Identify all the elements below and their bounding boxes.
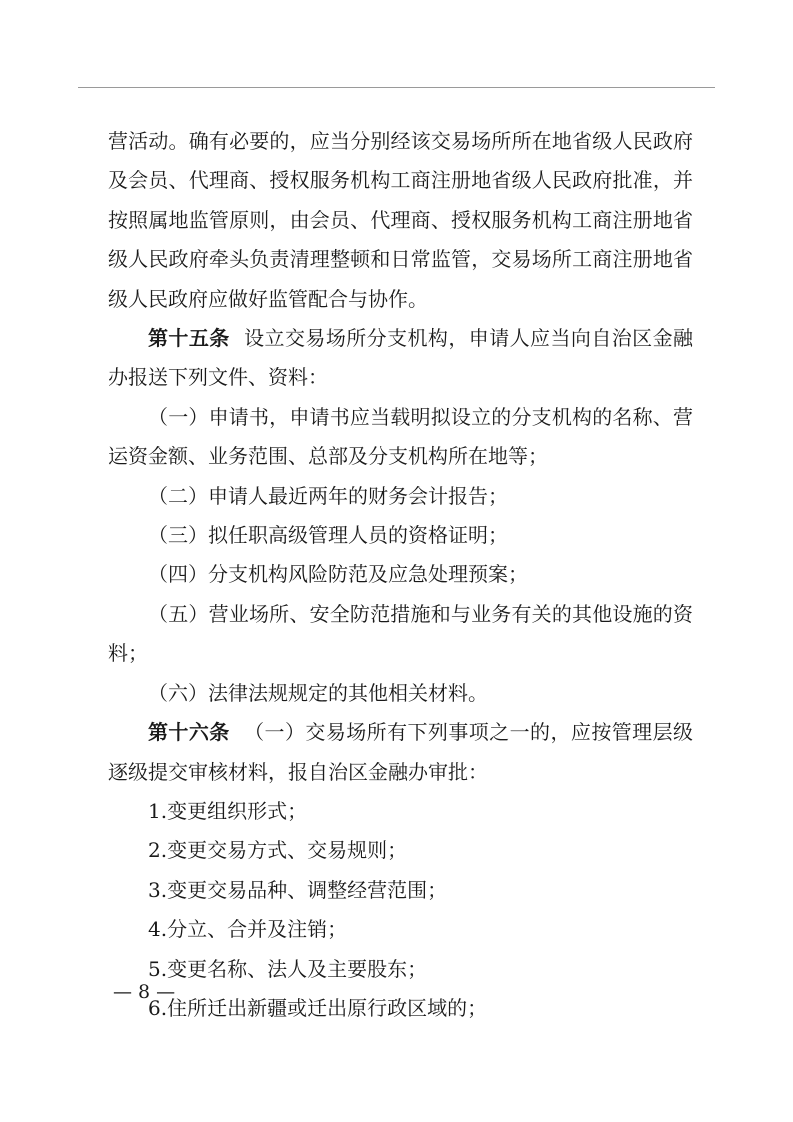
article-16-label: 第十六条 <box>148 720 230 745</box>
list-item: （二）申请人最近两年的财务会计报告； <box>148 483 508 508</box>
article-16-paragraph <box>108 713 693 792</box>
list-item: 3.变更交易品种、调整经营范围； <box>148 877 448 902</box>
paragraph: 营活动。确有必要的，应当分别经该交易场所所在地省级人民政府及会员、代理商、授权服务机构工商注册地省级人民政府批准，并按照属地监管原则，由会员、代理商、授权服务机构工商注册地省级人民政府牵头负责清理整顿和日常监管，交易场所工商注册地省级人民政府应做好监管配合与协作。 <box>108 129 693 311</box>
page-number: — 8 — <box>113 981 176 1003</box>
list-item: 5.变更名称、法人及主要股东； <box>148 956 428 981</box>
document-body <box>108 122 693 1028</box>
header-rule <box>78 87 715 88</box>
article-15-text: 设立交易场所分支机构，申请人应当向自治区金融办报送下列文件、资料： <box>108 326 694 390</box>
article-15-paragraph <box>108 319 693 398</box>
list-item: （六）法律法规规定的其他相关材料。 <box>148 680 488 705</box>
list-item: （三）拟任职高级管理人员的资格证明； <box>148 523 508 548</box>
article-15-label: 第十五条 <box>148 326 230 351</box>
list-item: （五）营业场所、安全防范措施和与业务有关的其他设施的资料； <box>108 601 693 666</box>
list-item: 2.变更交易方式、交易规则； <box>148 838 408 863</box>
list-item: （一）申请书，申请书应当载明拟设立的分支机构的名称、营运资金额、业务范围、总部及分支机构所在地等； <box>108 404 693 469</box>
list-item: 1.变更组织形式； <box>148 798 308 823</box>
list-item: （四）分支机构风险防范及应急处理预案； <box>148 562 528 587</box>
article-16-text: （一）交易场所有下列事项之一的，应按管理层级逐级提交审核材料，报自治区金融办审批： <box>108 720 694 784</box>
list-item: 4.分立、合并及注销； <box>148 917 348 942</box>
list-item: 6.住所迁出新疆或迁出原行政区域的； <box>148 995 488 1020</box>
